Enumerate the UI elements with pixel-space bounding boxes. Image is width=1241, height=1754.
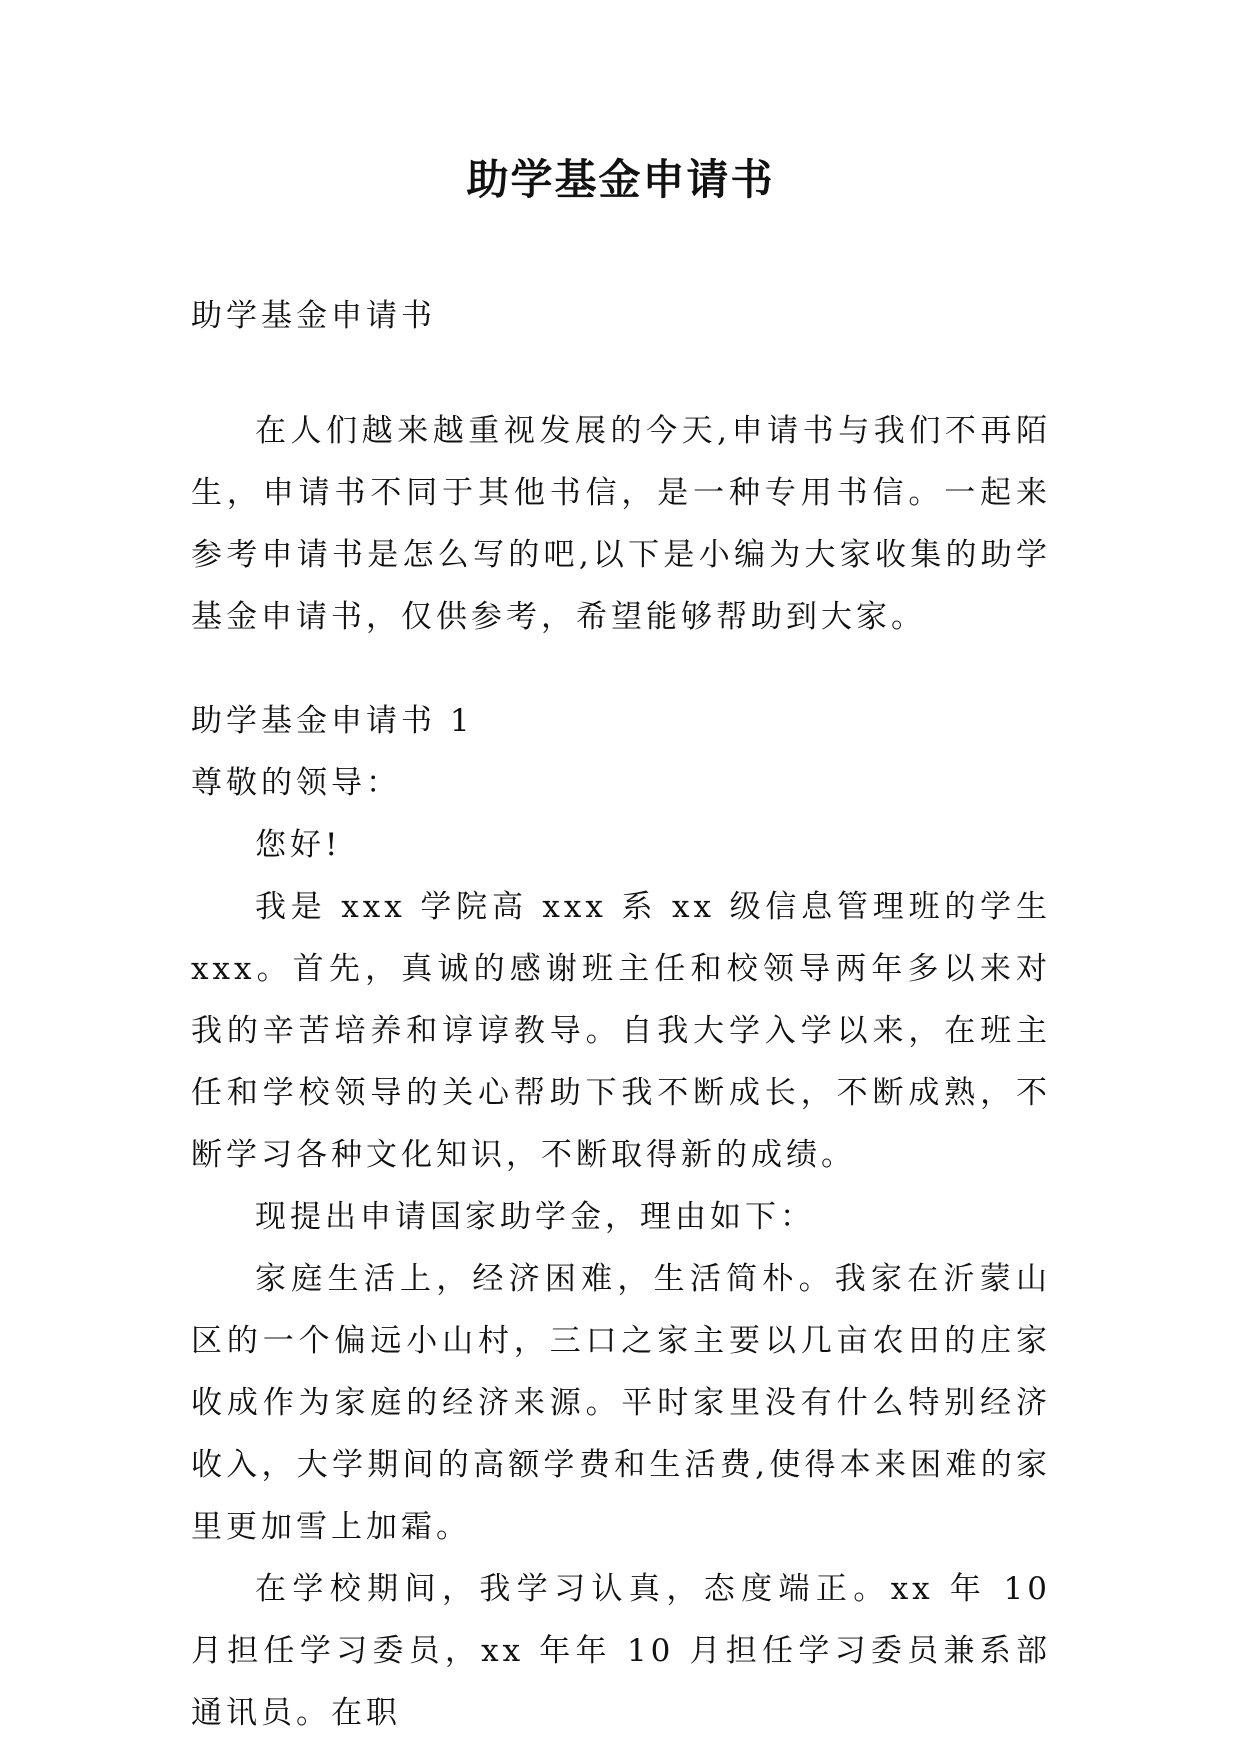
greeting: 您好! (255, 827, 342, 863)
letter-paragraph: 我是 xxx 学院高 xxx 系 xx 级信息管理班的学生 xxx。首先，真诚的感谢班主任和校领导两年多以来对我的辛苦培养和谆谆教导。自我大学入学以来，在班主任和学校领导的关心帮助下我不断成长，不断成熟，不断学习各种文化知识，不断取得新的成绩。 (191, 889, 1051, 1173)
letter-paragraph: 现提出申请国家助学金，理由如下： (255, 1199, 815, 1235)
subtitle-text: 助学基金申请书 (191, 298, 436, 334)
document-title: 助学基金申请书 (466, 155, 775, 204)
document-subtitle (191, 285, 1051, 347)
salutation: 尊敬的领导： (191, 765, 401, 801)
letter-paragraph: 家庭生活上，经济困难，生活简朴。我家在沂蒙山区的一个偏远小山村，三口之家主要以几亩农田的庄家收成作为家庭的经济来源。平时家里没有什么特别经济收入，大学期间的高额学费和生活费,使得本来困难的家里更加雪上加霜。 (191, 1261, 1051, 1545)
letter-body (191, 690, 1051, 1744)
section-heading: 助学基金申请书 1 (191, 703, 474, 739)
intro-text: 在人们越来越重视发展的今天,申请书与我们不再陌生，申请书不同于其他书信，是一种专用书信。一起来参考申请书是怎么写的吧,以下是小编为大家收集的助学基金申请书，仅供参考，希望能够帮助到大家。 (191, 413, 1051, 635)
intro-paragraph (191, 400, 1051, 648)
letter-paragraph: 在学校期间，我学习认真，态度端正。xx 年 10 月担任学习委员，xx 年年 10 月担任学习委员兼系部通讯员。在职 (191, 1571, 1051, 1731)
